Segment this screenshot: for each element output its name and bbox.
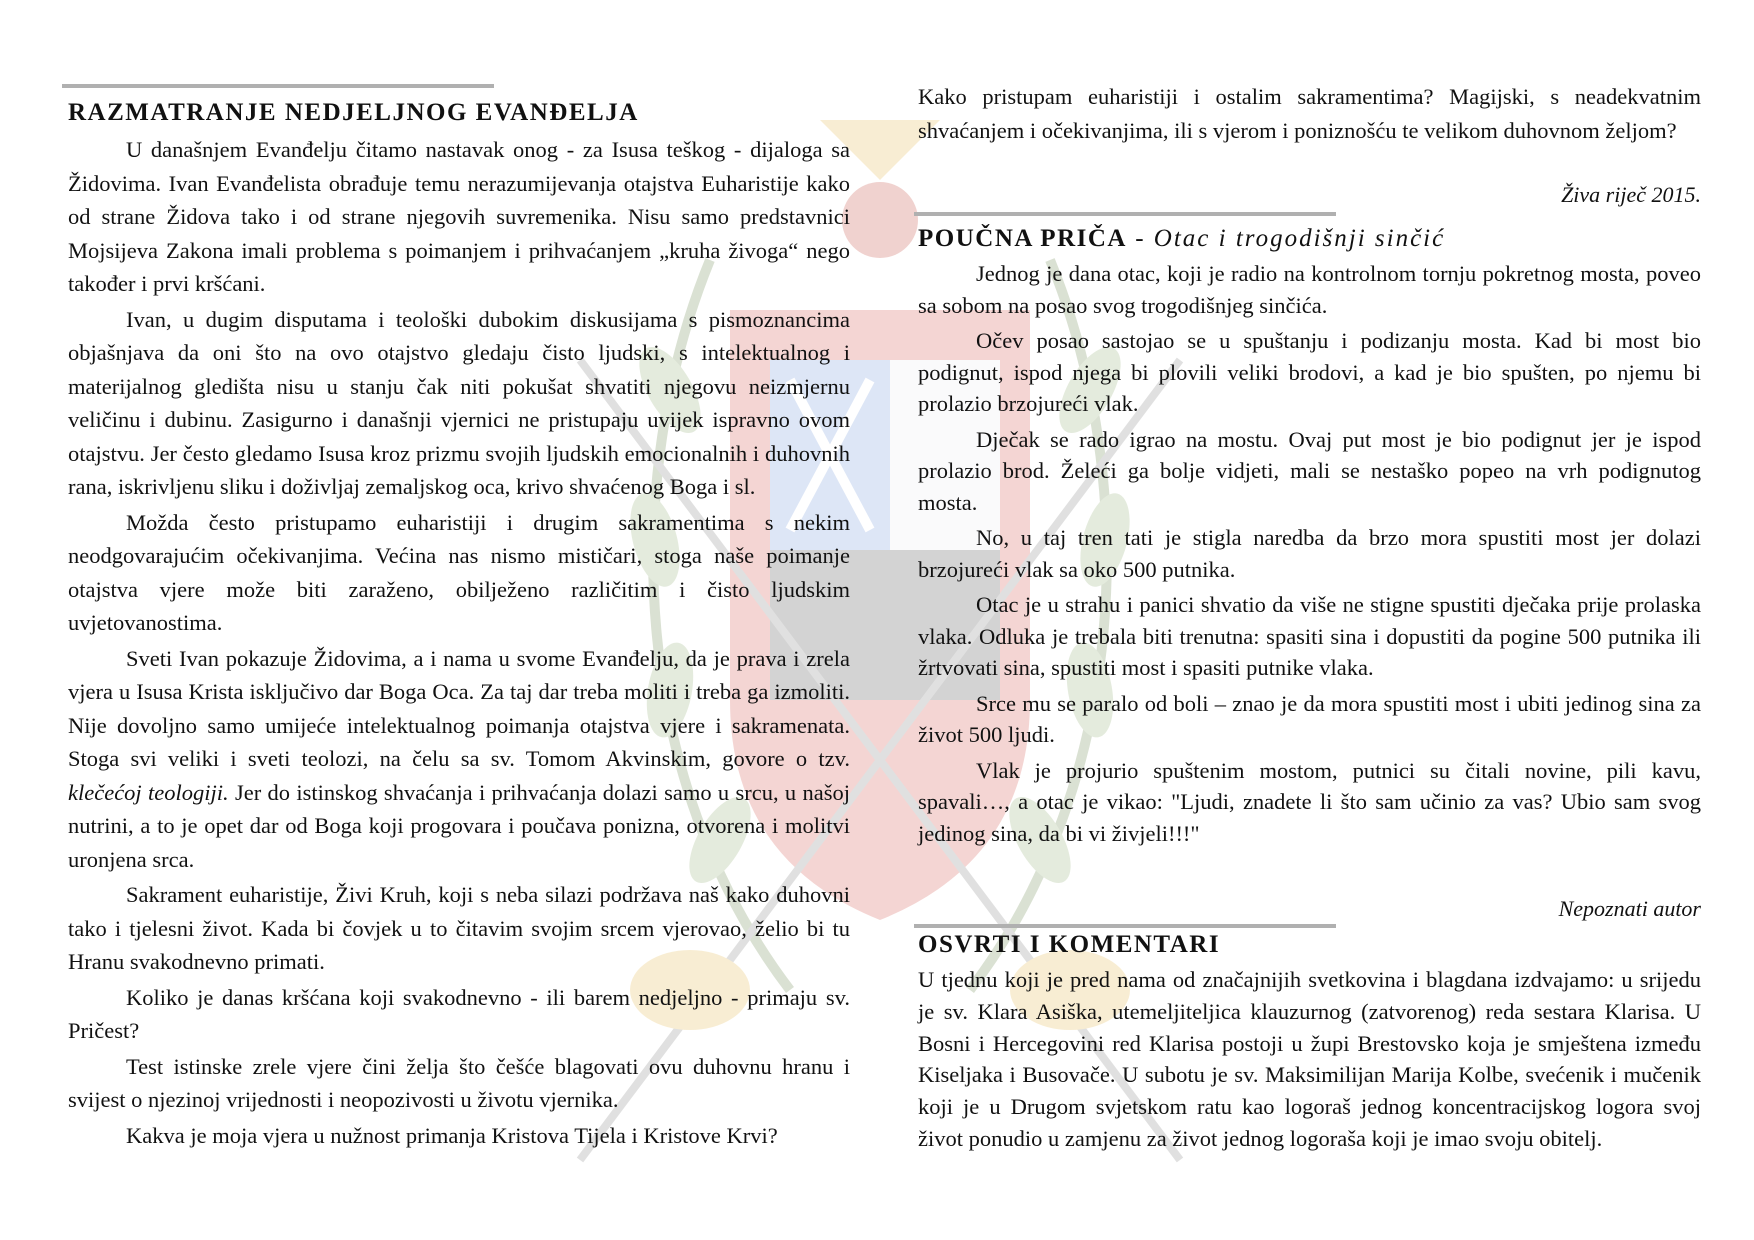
section-heading-story (918, 224, 1445, 254)
paragraph: Očev posao sastojao se u spuštanju i podizanju mosta. Kad bi most bio podignut, ispod njega bi plovili veliki brodovi, a kad je bio spušten, po njemu bi prolazio brzojureći vlak. (918, 328, 1701, 416)
paragraph: U današnjem Evanđelju čitamo nastavak onog - za Isusa teškog - dijaloga sa Židovima. Ivan Evanđelista obrađuje temu nerazumijevanja otajstva Euharistije kako od strane Židova tako i od strane njegovih suvremenika. Nisu samo predstavnici Mojsijeva Zakona imali problema s poimanjem i prihvaćanjem „kruha živoga“ nego također i prvi kršćani. (68, 137, 850, 296)
source-signature: Nepoznati autor (1558, 896, 1701, 921)
heading-rule (914, 924, 1336, 928)
comments-text (918, 964, 1701, 1155)
paragraph: U tjednu koji je pred nama od značajnijih svetkovina i blagdana izdvajamo: u srijedu je sv. Klara Asiška, utemeljiteljica klauzurnog (zatvorenog) reda sestara Klarisa. U Bosni i Hercegovini red Klarisa postoji u župi Brestovsko koja je smještena između Kiseljaka i Busovače. U subotu je sv. Maksimilijan Marija Kolbe, svećenik i mučenik koji je u Drugom svjetskom ratu kao logoraš jednog koncentracijskog logora svoj život ponudio u zamjenu za život jednog logoraša koji je imao svoju obitelj. (918, 967, 1701, 1151)
source-signature: Živa riječ 2015. (1561, 182, 1701, 207)
paragraph: Kakva je moja vjera u nužnost primanja Kristova Tijela i Kristove Krvi? (126, 1122, 778, 1148)
section-heading-gospel-reflection: RAZMATRANJE NEDJELJNOG EVANĐELJA (68, 99, 639, 126)
story-subtitle: - Otac i trogodišnji sinčić (1126, 225, 1446, 252)
paragraph: Otac je u strahu i panici shvatio da više ne stigne spustiti dječaka prije prolaska vlaka. Odluka je trebala biti trenutna: spasiti sina i dopustiti da pogine 500 putnika ili žrtvovati sina, spustiti most i spasiti putnike vlaka. (918, 592, 1701, 680)
paragraph-text: Jer do istinskog shvaćanja i prihvaćanja dolazi samo u srcu, u našoj nutrini, a to je opet dar od Boga koji progovara i poučava ponizna, otvorena i molitvi uronjena srca. (68, 779, 850, 872)
paragraph: Jednog je dana otac, koji je radio na kontrolnom tornju pokretnog mosta, poveo sa sobom na posao svog trogodišnjeg sinčića. (918, 261, 1701, 318)
story-title: POUČNA PRIČA (918, 225, 1127, 252)
paragraph: Dječak se rado igrao na mostu. Ovaj put most je bio podignut jer je ispod prolazio brod. Želeći ga bolje vidjeti, mali se nestaško popeo na vrh podignutog mosta. (918, 426, 1701, 515)
italic-term: klečećoj teologiji. (68, 779, 229, 805)
paragraph: Koliko je danas kršćana koji svakodnevno - ili barem nedjeljno - primaju sv. Pričest? (68, 984, 850, 1043)
paragraph: Vlak je projurio spuštenim mostom, putnici su čitali novine, pili kavu, spavali…, a otac je vikao: "Ljudi, znadete li što sam učinio za vas? Ubio sam svog jedinog sina, da bi vi živjeli!!!" (918, 757, 1701, 846)
paragraph: Test istinske zrele vjere čini želja što češće blagovati ovu duhovnu hranu i svijest o njezinoj vrijednosti i neopozivosti u životu vjernika. (68, 1053, 850, 1112)
section-heading-comments: OSVRTI I KOMENTARI (918, 931, 1221, 958)
closing-question-text (918, 80, 1701, 147)
heading-rule (62, 84, 494, 88)
paragraph: Kako pristupam euharistiji i ostalim sakramentima? Magijski, s neadekvatnim shvaćanjem i očekivanjima, ili s vjerom i poniznošću te velikom duhovnom željom? (918, 84, 1701, 143)
paragraph (68, 642, 850, 877)
paragraph: Srce mu se paralo od boli – znao je da mora spustiti most i ubiti jedinog sina za život 500 ljudi. (918, 690, 1701, 747)
paragraph: No, u taj tren tati je stigla naredba da brzo mora spustiti most jer dolazi brzojureći vlak sa oko 500 putnika. (918, 525, 1701, 582)
paragraph: Možda često pristupamo euharistiji i drugim sakramentima s nekim neodgovarajućim očekivanjima. Većina nas nismo mističari, stoga naše poimanje otajstva vjere može biti zaraženo, obilježeno različitim i čisto ljudskim uvjetovanostima. (68, 509, 850, 635)
paragraph: Sakrament euharistije, Živi Kruh, koji s neba silazi podržava naš kako duhovni tako i tjelesni život. Kada bi čovjek u to čitavim svojim srcem vjerovao, želio bi tu Hranu svakodnevno primati. (68, 882, 850, 974)
gospel-reflection-text (68, 133, 850, 1152)
paragraph: Ivan, u dugim disputama i teološki dubokim diskusijama s pismoznancima objašnjava da oni što na ovo otajstvo gledaju čisto ljudski, s intelektualnog i materijalnog gledišta nisu u stanju čak niti pokušat shvatiti njegovu neizmjernu veličinu i dubinu. Zasigurno i današnji vjernici ne pristupaju uvijek ispravno ovom otajstvu. Jer često gledamo Isusa kroz prizmu svojih ljudskih emocionalnih i duhovnih rana, iskrivljenu sliku i doživljaj zemaljskog oca, krivo shvaćenog Boga i sl. (68, 306, 850, 499)
heading-rule (914, 212, 1336, 216)
story-text (918, 258, 1701, 849)
paragraph-text: Sveti Ivan pokazuje Židovima, a i nama u svome Evanđelju, da je prava i zrela vjera u Isusa Krista isključivo dar Boga Oca. Za taj dar treba moliti i treba ga izmoliti. Nije dovoljno samo umijeće intelektualnog poimanja otajstva vjere i sakramenata. Stoga svi veliki i sveti teolozi, na čelu sa sv. Tomom Akvinskim, govore o tzv. (68, 645, 850, 771)
